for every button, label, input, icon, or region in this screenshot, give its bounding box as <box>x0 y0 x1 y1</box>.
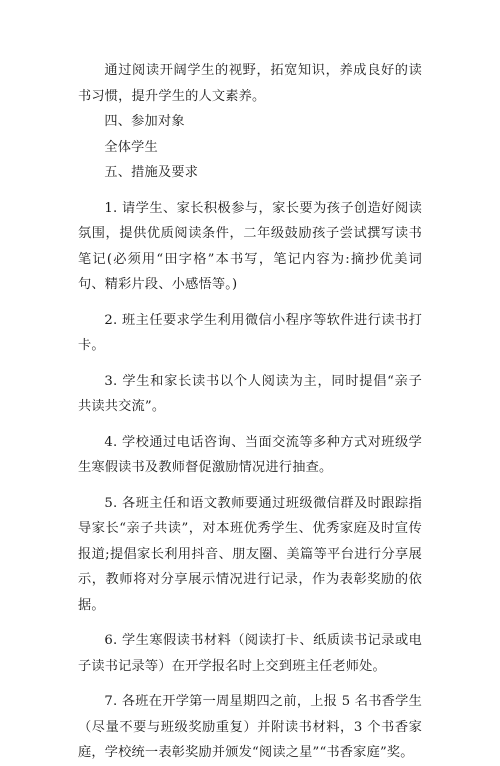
measure-item-5: 5. 各班主任和语文教师要通过班级微信群及时跟踪指导家长“亲子共读”，对本班优秀学生、优秀家庭及时宣传报道;提倡家长利用抖音、朋友圈、美篇等平台进行分享展示，教师将对分享展示情况进行记录，作为表彰奖励的依据。 <box>78 495 422 613</box>
participants-text: 全体学生 <box>104 139 158 155</box>
document-body <box>78 58 422 766</box>
measure-item-7: 7. 各班在开学第一周星期四之前，上报 5 名书香学生（尽量不要与班级奖励重复）并附读书材料，3 个书香家庭，学校统一表彰奖励并颁发“阅读之星”“书香家庭”奖。 <box>78 694 422 760</box>
measure-item-2: 2. 班主任要求学生利用微信小程序等软件进行读书打卡。 <box>78 312 422 353</box>
measure-item-6: 6. 学生寒假读书材料（阅读打卡、纸质读书记录或电子读书记录等）在开学报名时上交到班主任老师处。 <box>78 633 422 674</box>
measure-item-4: 4. 学校通过电话咨询、当面交流等多种方式对班级学生寒假读书及教师督促激励情况进行抽查。 <box>78 434 422 475</box>
measure-item-3: 3. 学生和家长读书以个人阅读为主，同时提倡“亲子共读共交流”。 <box>78 373 422 414</box>
section-heading-participants: 四、参加对象 <box>104 114 185 129</box>
measure-item-1: 1. 请学生、家长积极参与，家长要为孩子创造好阅读氛围，提供优质阅读条件，二年级鼓励孩子尝试撰写读书笔记(必须用“田字格”本书写，笔记内容为:摘抄优美词句、精彩片段、小感悟等。) <box>78 200 422 292</box>
intro-paragraph: 通过阅读开阔学生的视野，拓宽知识，养成良好的读书习惯，提升学生的人文素养。 <box>78 63 422 104</box>
section-heading-measures: 五、措施及要求 <box>104 165 199 180</box>
